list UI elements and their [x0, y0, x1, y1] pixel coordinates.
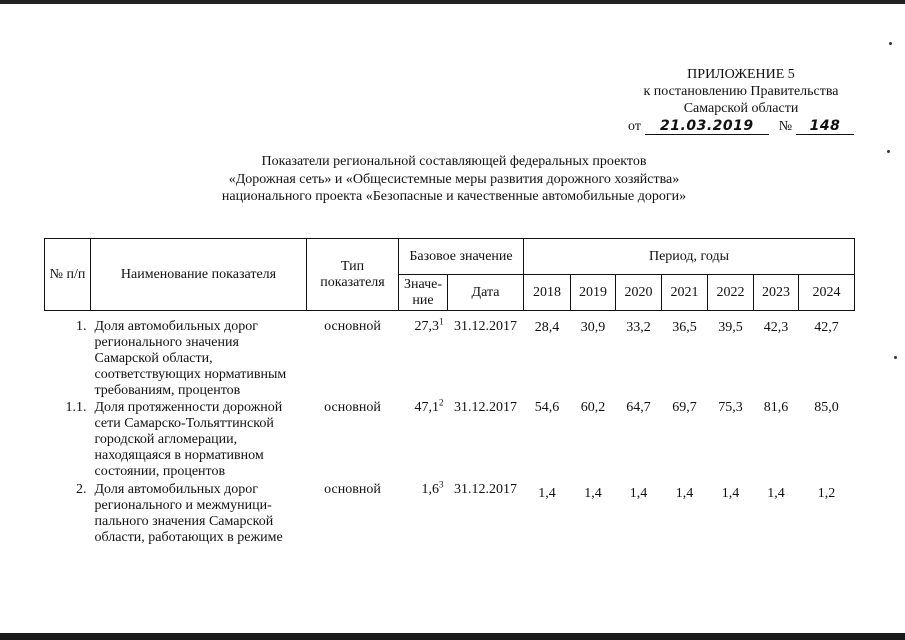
year-value: 39,5 [718, 320, 743, 335]
indicator-type: основной [324, 481, 381, 497]
year-value: 30,9 [580, 320, 606, 335]
base-date: 31.12.2017 [454, 399, 517, 415]
document-title-line-1: Показатели региональной составляющей федеральных проектов [261, 154, 647, 169]
row-number: 2. [76, 481, 87, 497]
header-year: 2021 [662, 275, 708, 311]
base-value: 47,1$^2$ [414, 396, 444, 415]
year-value: 33,2 [626, 320, 651, 335]
year-value: 1,4 [538, 485, 556, 501]
header-year: 2022 [708, 275, 754, 311]
document-title-line-3: национального проекта «Безопасные и качественные автомобильные дороги» [221, 189, 687, 204]
year-value: 60,2 [580, 399, 606, 415]
scan-bottom-edge [0, 633, 905, 640]
year-value: 64,7 [626, 399, 651, 415]
footnote-mark: 1 [439, 316, 444, 327]
header-year: 2020 [616, 275, 662, 311]
year-value: 81,6 [763, 399, 789, 415]
indicator-type: основной [324, 399, 381, 415]
number-label: № [778, 119, 793, 134]
annex-line-1: к постановлению Правительства [643, 84, 839, 99]
document-title-line-2: «Дорожная сеть» и «Общесистемные меры развития дорожного хозяйства» [228, 171, 680, 187]
header-num: № п/п [45, 239, 91, 311]
annex-title: ПРИЛОЖЕНИЕ 5 [687, 67, 795, 82]
base-date: 31.12.2017 [454, 481, 517, 497]
table-row [45, 482, 855, 548]
footnote-mark: 3 [439, 478, 444, 489]
annex-block [628, 66, 854, 135]
indicators-table [44, 238, 855, 548]
header-year: 2023 [754, 275, 799, 311]
indicator-name: Доля протяженности дорожной сети Самарско-Тольяттинской городской агломерации, находящаяся в нормативном состоянии, процентов [94, 399, 283, 479]
year-value: 1,4 [629, 485, 648, 501]
scan-speck [889, 42, 892, 45]
year-value: 42,7 [814, 320, 839, 335]
year-value: 1,2 [817, 485, 836, 501]
footnote-mark: 2 [439, 396, 444, 407]
year-value: 1,4 [721, 485, 740, 501]
header-year: 2019 [571, 275, 616, 311]
base-value: $1,6^3$ [421, 478, 444, 497]
indicator-name: Доля автомобильных дорог регионального и межмуници-пального значения Самарской области, работающих в режиме [94, 481, 283, 545]
header-period: Период, годы [524, 239, 855, 275]
year-value: 1,4 [767, 485, 785, 501]
base-value: 27,3$^1$ [414, 316, 444, 334]
scan-speck [894, 356, 897, 359]
table-row [45, 311, 855, 400]
header-year: 2024 [799, 275, 855, 311]
year-value: 42,3 [763, 320, 789, 335]
year-value: 28,4 [534, 320, 560, 335]
indicator-name: Доля автомобильных дорог регионального значения Самарской области, соответствующих нормативным требованиям, процентов [94, 319, 287, 398]
indicator-type: основной [324, 319, 381, 334]
year-value: 75,3 [718, 399, 743, 415]
from-label: от [628, 119, 641, 134]
header-name: Наименование показателя [91, 239, 307, 311]
year-value: 85,0 [814, 399, 839, 415]
header-type: Тип показателя [307, 239, 399, 311]
handwritten-date: 21.03.2019 [645, 119, 769, 135]
scan-speck [887, 150, 890, 153]
table-row [45, 400, 855, 482]
document-title [150, 153, 758, 206]
handwritten-number: 148 [796, 119, 854, 135]
header-year: 2018 [524, 275, 571, 311]
scan-top-edge [0, 0, 905, 4]
row-number: 1. [76, 319, 87, 334]
year-value: 1,4 [584, 485, 602, 501]
year-value: 54,6 [534, 399, 560, 415]
year-value: 1,4 [675, 485, 694, 501]
year-value: 36,5 [672, 320, 697, 335]
row-number: 1.1. [65, 399, 87, 415]
header-base: Базовое значение [399, 239, 524, 275]
base-date: 31.12.2017 [454, 319, 517, 334]
header-base-value: Значе-ние [399, 275, 448, 311]
header-base-date: Дата [448, 275, 524, 311]
year-value: 69,7 [672, 399, 697, 415]
annex-date-number-line [628, 118, 854, 135]
annex-line-2: Самарской области [683, 101, 799, 116]
